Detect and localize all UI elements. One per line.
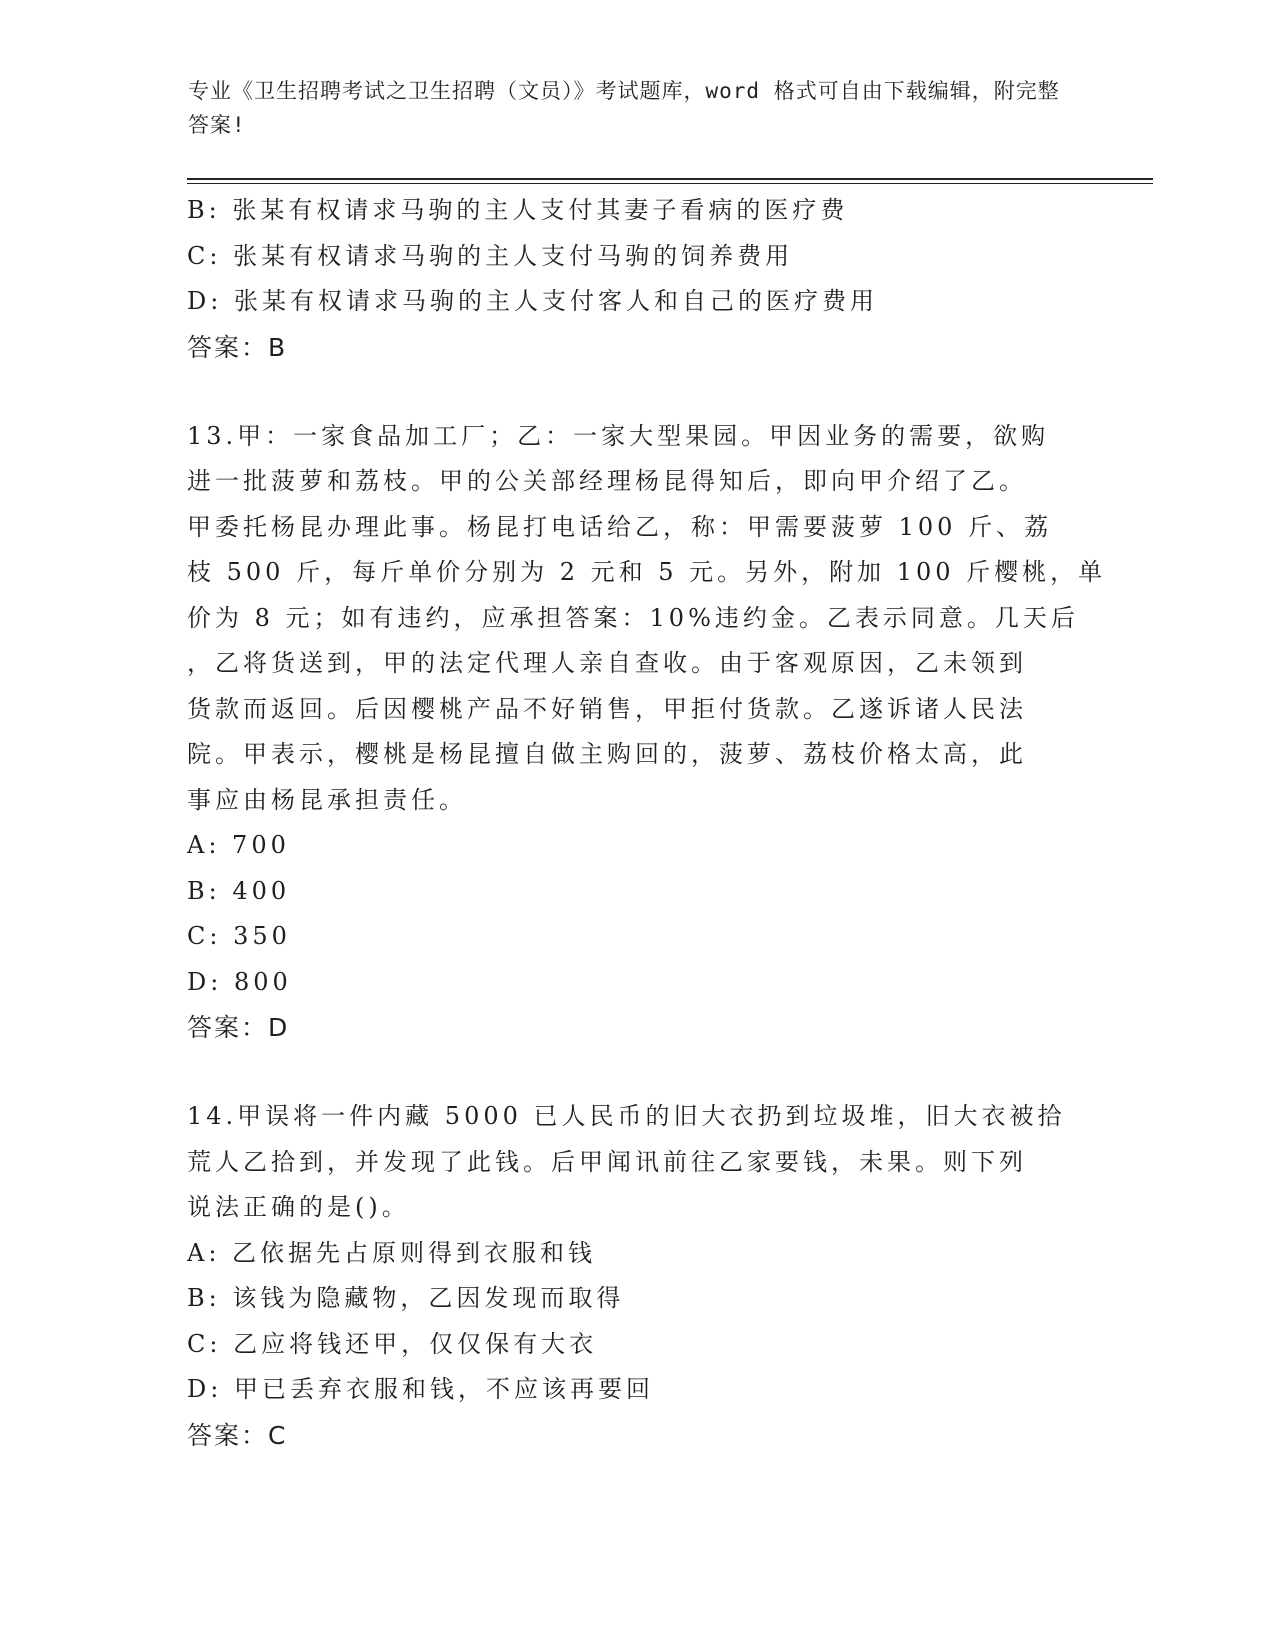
option-c: C: 张某有权请求马驹的主人支付马驹的饲养费用	[187, 241, 794, 270]
question-13	[187, 414, 1107, 1051]
question-stem-line: 荒人乙拾到，并发现了此钱。后甲闻讯前往乙家要钱，未果。则下列	[187, 1147, 1027, 1176]
question-stem-line: 甲委托杨昆办理此事。杨昆打电话给乙，称：甲需要菠萝 100 斤、荔	[187, 512, 1053, 541]
option-a: A: 700	[187, 831, 290, 859]
option-c: C: 350	[187, 922, 291, 950]
question-stem-line: ，乙将货送到，甲的法定代理人亲自查收。由于客观原因，乙未领到	[187, 649, 1027, 677]
answer-line: 答案：B	[187, 332, 288, 362]
header-divider-thin	[187, 183, 1153, 184]
question-stem-line: 13.甲：一家食品加工厂；乙：一家大型果园。甲因业务的需要，欲购	[187, 421, 1050, 450]
question-stem-line: 进一批菠萝和荔枝。甲的公关部经理杨昆得知后，即向甲介绍了乙。	[187, 467, 1027, 495]
option-d: D: 甲已丢弃衣服和钱，不应该再要回	[187, 1375, 654, 1403]
answer-line: 答案：C	[187, 1420, 288, 1450]
question-stem-line: 枝 500 斤，每斤单价分别为 2 元和 5 元。另外，附加 100 斤樱桃，单	[187, 558, 1107, 586]
question-12-tail	[187, 188, 1087, 370]
question-stem-line: 14.甲误将一件内藏 5000 已人民币的旧大衣扔到垃圾堆，旧大衣被拾	[187, 1102, 1066, 1130]
spacer	[187, 370, 1087, 414]
question-stem-line: 价为 8 元；如有违约，应承担答案：10%违约金。乙表示同意。几天后	[187, 603, 1079, 632]
option-b: B: 该钱为隐藏物，乙因发现而取得	[187, 1284, 625, 1312]
question-14	[187, 1094, 1087, 1458]
option-c: C: 乙应将钱还甲，仅仅保有大衣	[187, 1329, 598, 1358]
option-d: D: 800	[187, 967, 292, 996]
question-stem-line: 院。甲表示，樱桃是杨昆擅自做主购回的，菠萝、荔枝价格太高，此	[187, 740, 1027, 768]
question-stem-line: 货款而返回。后因樱桃产品不好销售，甲拒付货款。乙遂诉诸人民法	[187, 694, 1027, 723]
option-b: B: 400	[187, 876, 291, 905]
question-stem-line: 说法正确的是()。	[187, 1193, 410, 1221]
question-content	[187, 188, 1107, 1458]
option-d: D: 张某有权请求马驹的主人支付客人和自己的医疗费用	[187, 287, 878, 315]
option-b: B: 张某有权请求马驹的主人支付其妻子看病的医疗费	[187, 196, 849, 224]
spacer	[187, 1050, 1087, 1094]
question-stem-line: 事应由杨昆承担责任。	[187, 785, 467, 814]
document-header: 专业《卫生招聘考试之卫生招聘（文员）》考试题库，word 格式可自由下载编辑，附完整答案!	[188, 79, 1060, 137]
option-a: A: 乙依据先占原则得到衣服和钱	[187, 1238, 597, 1267]
answer-line: 答案：D	[187, 1013, 290, 1042]
header-divider-thick	[187, 178, 1153, 180]
